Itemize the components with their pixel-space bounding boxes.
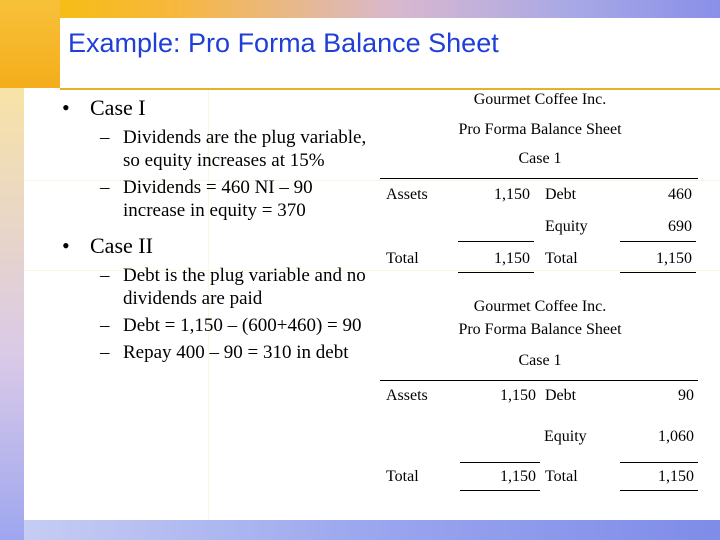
sub-bullet-text: Dividends = 460 NI – 90 increase in equity = 370 bbox=[123, 177, 313, 221]
cell-value: 1,150 bbox=[658, 468, 694, 485]
corner-accent-block bbox=[0, 0, 60, 88]
cell-value: 1,150 bbox=[494, 186, 530, 203]
cell-label: Equity bbox=[545, 218, 588, 235]
table-rule bbox=[380, 178, 698, 179]
sub-bullet-dash: – bbox=[100, 315, 110, 336]
sub-bullet bbox=[58, 264, 378, 310]
cell-value: 1,150 bbox=[500, 468, 536, 485]
total-rule bbox=[458, 272, 534, 273]
bullet-dot: • bbox=[62, 233, 70, 258]
left-accent-strip bbox=[0, 88, 24, 540]
table-subtitle: Pro Forma Balance Sheet bbox=[458, 321, 622, 338]
top-gradient-bar bbox=[0, 0, 720, 18]
bullet-case-1 bbox=[58, 94, 378, 122]
bottom-accent-bar bbox=[24, 520, 720, 540]
bullet-dot: • bbox=[62, 95, 70, 120]
subtotal-rule bbox=[460, 462, 540, 463]
table-rule bbox=[380, 380, 698, 381]
slide-title: Example: Pro Forma Balance Sheet bbox=[68, 28, 499, 58]
cell-label: Total bbox=[545, 468, 578, 485]
sub-bullet-text: Dividends are the plug variable, so equity increases at 15% bbox=[123, 127, 367, 171]
cell-label: Equity bbox=[544, 428, 587, 445]
sub-bullet-dash: – bbox=[100, 265, 110, 286]
cell-value: 1,060 bbox=[658, 428, 694, 445]
total-rule bbox=[620, 490, 698, 491]
title-underline bbox=[60, 88, 720, 90]
subtotal-rule bbox=[620, 241, 696, 242]
sub-bullet-dash: – bbox=[100, 177, 110, 198]
cell-value: 1,150 bbox=[500, 387, 536, 404]
sub-bullet-text: Debt = 1,150 – (600+460) = 90 bbox=[123, 315, 362, 336]
bullet-label: Case I bbox=[90, 95, 146, 120]
sub-bullet bbox=[58, 341, 378, 364]
sub-bullet-text: Repay 400 – 90 = 310 in debt bbox=[123, 342, 349, 363]
bullet-label: Case II bbox=[90, 233, 153, 258]
total-rule bbox=[460, 490, 540, 491]
cell-value: 460 bbox=[668, 186, 692, 203]
bullet-list bbox=[58, 92, 378, 364]
cell-label: Debt bbox=[545, 387, 577, 404]
cell-value: 90 bbox=[678, 387, 694, 404]
subtotal-rule bbox=[458, 241, 534, 242]
cell-value: 690 bbox=[668, 218, 692, 235]
table-case: Case 1 bbox=[518, 150, 562, 167]
table-subtitle: Pro Forma Balance Sheet bbox=[458, 121, 622, 138]
cell-label: Total bbox=[386, 250, 419, 267]
sub-bullet-dash: – bbox=[100, 127, 110, 148]
sub-bullet bbox=[58, 176, 378, 222]
total-rule bbox=[620, 272, 696, 273]
table-case: Case 1 bbox=[518, 352, 562, 369]
cell-label: Total bbox=[545, 250, 578, 267]
cell-label: Debt bbox=[545, 186, 577, 203]
cell-label: Assets bbox=[386, 186, 428, 203]
sub-bullet bbox=[58, 314, 378, 337]
subtotal-rule bbox=[620, 462, 698, 463]
cell-label: Assets bbox=[386, 387, 428, 404]
cell-label: Total bbox=[386, 468, 419, 485]
cell-value: 1,150 bbox=[494, 250, 530, 267]
sub-bullet bbox=[58, 126, 378, 172]
cell-value: 1,150 bbox=[656, 250, 692, 267]
table-company: Gourmet Coffee Inc. bbox=[473, 298, 607, 315]
table-company: Gourmet Coffee Inc. bbox=[473, 91, 607, 108]
sub-bullet-dash: – bbox=[100, 342, 110, 363]
sub-bullet-text: Debt is the plug variable and no dividends are paid bbox=[123, 265, 366, 309]
bullet-case-2 bbox=[58, 232, 378, 260]
